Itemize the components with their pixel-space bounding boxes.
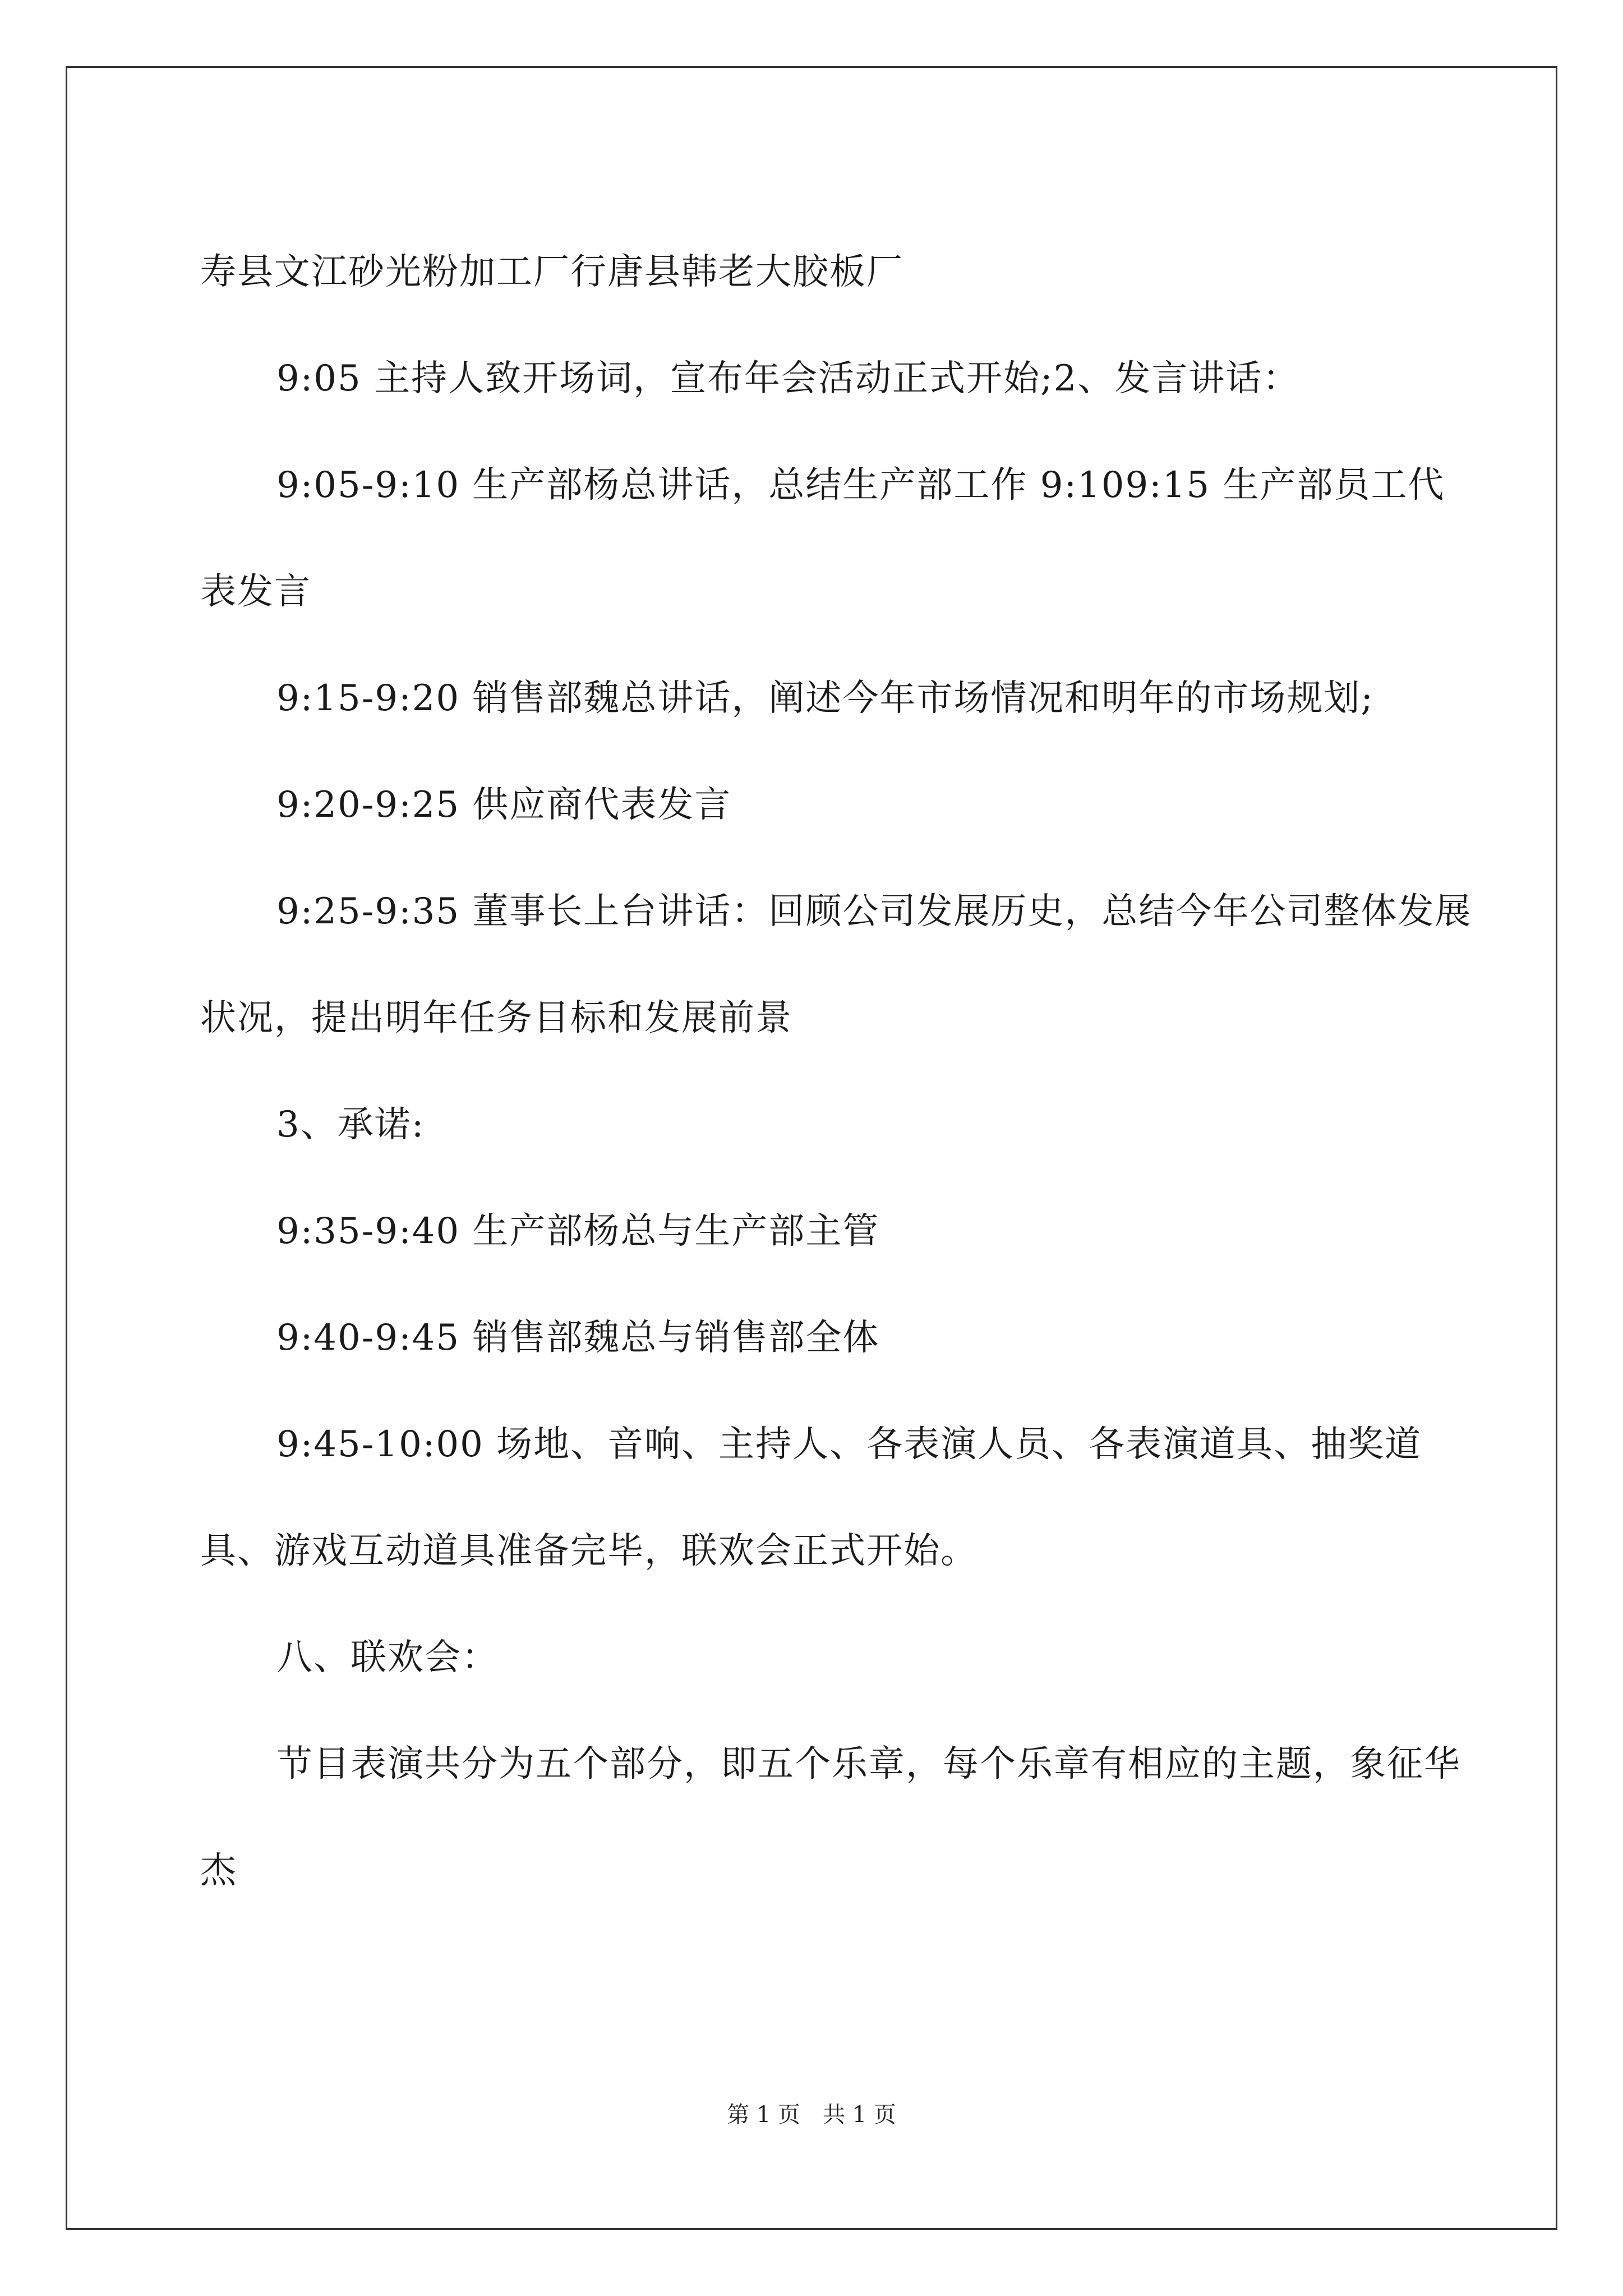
page-number: 第 1 页 <box>727 2102 800 2128</box>
paragraph-10: 9:45-10:00 场地、音响、主持人、各表演人员、各表演道具、抽奖道具、游戏互动道具准备完毕，联欢会正式开始。 <box>200 1424 1422 1572</box>
page-total: 共 1 页 <box>823 2102 896 2128</box>
paragraph-6: 9:25-9:35 董事长上台讲话：回顾公司发展历史，总结今年公司整体发展状况，提出明年任务目标和发展前景 <box>200 891 1472 1039</box>
paragraph-11: 八、联欢会： <box>276 1637 499 1678</box>
paragraph-8: 9:35-9:40 生产部杨总与生产部主管 <box>276 1211 880 1252</box>
paragraph-9: 9:40-9:45 销售部魏总与销售部全体 <box>276 1317 880 1359</box>
paragraph-3: 9:05-9:10 生产部杨总讲话，总结生产部工作 9:109:15 生产部员工代表发言 <box>200 464 1445 613</box>
page-footer <box>0 2097 1623 2129</box>
document-body <box>200 219 1473 1924</box>
paragraph-12: 节目表演共分为五个部分，即五个乐章，每个乐章有相应的主题，象征华杰 <box>200 1743 1461 1892</box>
paragraph-2: 9:05 主持人致开场词，宣布年会活动正式开始;2、发言讲话： <box>276 358 1300 399</box>
paragraph-4: 9:15-9:20 销售部魏总讲话，阐述今年市场情况和明年的市场规划; <box>276 678 1374 719</box>
paragraph-1: 寿县文江砂光粉加工厂行唐县韩老大胶板厂 <box>200 251 903 293</box>
paragraph-7: 3、承诺: <box>276 1104 425 1145</box>
paragraph-5: 9:20-9:25 供应商代表发言 <box>276 784 732 826</box>
